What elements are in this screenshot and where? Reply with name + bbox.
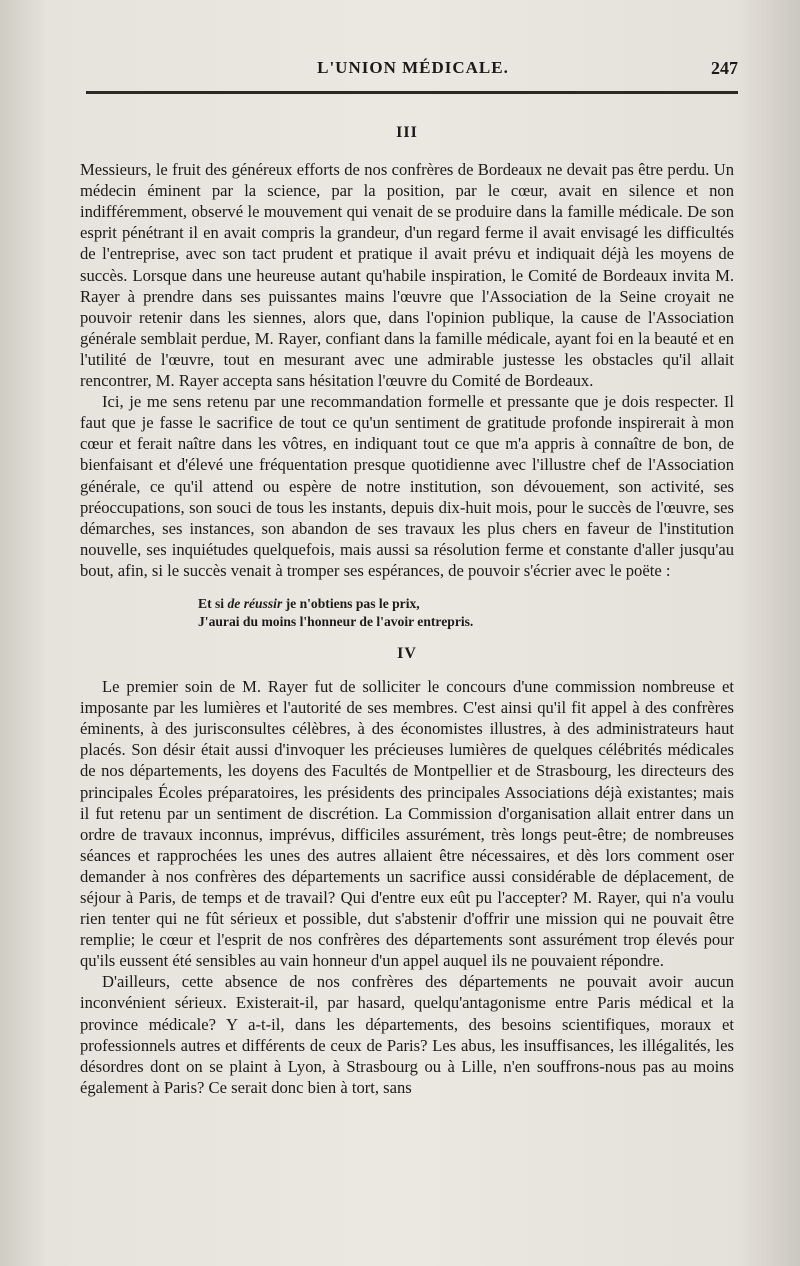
verse-quote [80,595,734,631]
paragraph: D'ailleurs, cette absence de nos confrères des départements ne pouvait avoir aucun inconvénient sérieux. Existerait-il, par hasard, quelqu'antagonisme entre Paris médical et la province médicale? Y a-t-il, dans les départements, des besoins scientifiques, moraux et professionnels autres et différents de ceux de Paris? Les abus, les insuffisances, les illégalités, les désordres dont on se plaint à Lyon, à Strasbourg ou à Lille, n'en souffrons-nous pas au moins également à Paris? Ce serait donc bien à tort, sans [80,972,734,1097]
section-heading-iii: III [396,124,418,141]
body-text [80,110,734,1098]
header-rule [86,91,738,94]
verse-emphasis: de réussir [227,595,283,611]
verse-line-2: J'aurai du moins l'honneur de l'avoir entrepris. [198,613,474,629]
paragraph: Messieurs, le fruit des généreux efforts de nos confrères de Bordeaux ne devait pas être perdu. Un médecin éminent par la science, par la position, par le cœur, avait en silence et non indifféremment, observé le mouvement qui venait de se produire dans la famille médicale. De son esprit pénétrant il en avait compris la grandeur, d'un regard ferme il avait envisagé les difficultés de l'entreprise, avec son tact prudent et pratique il avait prévu et indiquait déjà les moyens de succès. Lorsque dans une heureuse autant qu'habile inspiration, le Comité de Bordeaux invita M. Rayer à prendre dans ses puissantes mains l'œuvre que l'Association de la Seine croyait ne pouvoir retenir dans les siennes, alors que, dans l'opinion publique, la cause de l'Association générale semblait perdue, M. Rayer, confiant dans la famille médicale, ayant foi en la beauté et en l'utilité de l'œuvre, tout en mesurant avec une admirable justesse les obstacles qu'il allait rencontrer, M. Rayer accepta sans hésitation l'œuvre du Comité de Bordeaux. [80,160,734,391]
journal-title: L'UNION MÉDICALE. [317,58,509,77]
paragraph: Ici, je me sens retenu par une recommandation formelle et pressante que je dois respecter. Il faut que je fasse le sacrifice de tout ce qu'un sentiment de gratitude profonde inspirerait à mon cœur et ferait naître dans les vôtres, en indiquant tout ce que m'a appris à connaître de bon, de bienfaisant et d'élevé une fréquentation presque quotidienne avec l'illustre chef de l'Association générale, ce qu'il attend ou espère de notre institution, son dévouement, son activité, ses préoccupations, son souci de tous les instants, depuis dix-huit mois, pour le succès de l'œuvre, ses démarches, ses instances, son abandon de ses travaux les plus chers en faveur de l'institution nouvelle, ses inquiétudes quelquefois, mais aussi sa résolution ferme et constante d'aller jusqu'au bout, afin, si le succès venait à tromper ses espérances, de pouvoir s'écrier avec le poëte : [80,392,734,580]
running-header [88,58,738,84]
page-number: 247 [711,58,738,78]
paragraph: Le premier soin de M. Rayer fut de solliciter le concours d'une commission nombreuse et imposante par les lumières et l'autorité de ses membres. C'est ainsi qu'il fit appel à des confrères éminents, à des jurisconsultes célèbres, à des économistes illustres, à des administrateurs haut placés. Son désir était aussi d'invoquer les précieuses lumières de quelques célébrités médicales de nos départements, les doyens des Facultés de Montpellier et de Strasbourg, les directeurs des principales Écoles préparatoires, les présidents des principales Associations déjà existantes; mais il fut retenu par un sentiment de discrétion. La Commission d'organisation allait entrer dans un ordre de travaux inconnus, imprévus, difficiles assurément, très longs peut-être; de nombreuses séances et rapprochées les unes des autres allaient être nécessaires, et dès lors comment oser demander à nos confrères des départements un sacrifice aussi considérable de déplacement, de séjour à Paris, de temps et de travail? Qui d'entre eux eût pu l'accepter? M. Rayer, qui n'a voulu rien tenter qui ne fût sérieux et possible, dut s'abstenir d'offrir une mission qui ne pouvait être remplie; le cœur et l'esprit de nos confrères des départements sont assurément trop élevés pour qu'ils eussent été sensibles au vain honneur d'un appel auquel ils ne pouvaient répondre. [80,677,734,971]
verse-line-1: Et si de réussir je n'obtiens pas le prix, [198,595,420,611]
section-heading-iv: IV [397,644,417,662]
